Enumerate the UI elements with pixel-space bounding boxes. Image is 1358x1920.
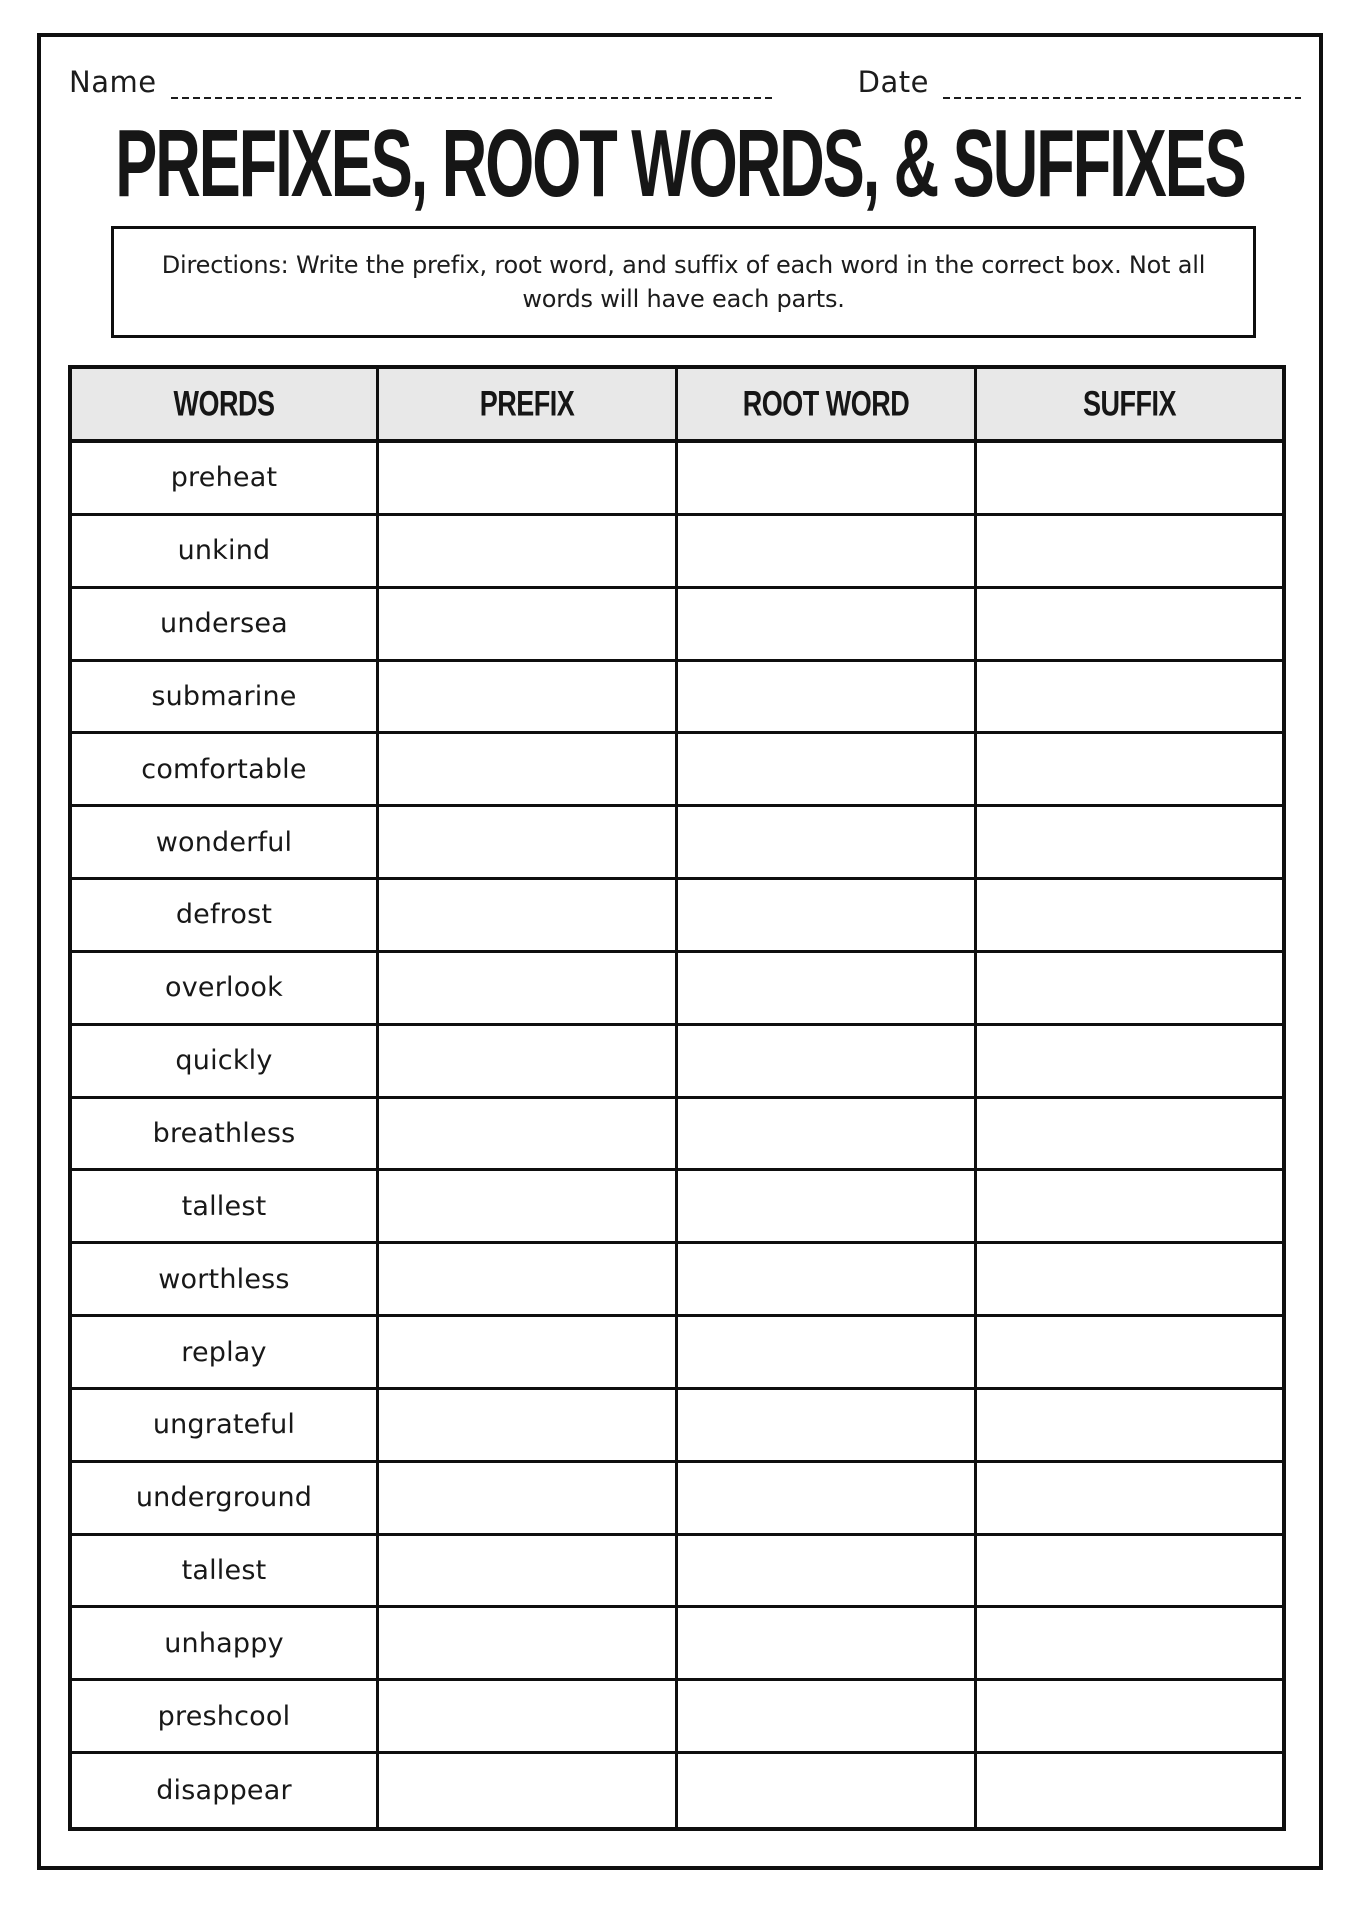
root-word-answer-cell[interactable]: [678, 807, 977, 880]
root-word-answer-cell[interactable]: [678, 734, 977, 807]
title-container: [41, 105, 1319, 223]
suffix-answer-cell[interactable]: [977, 1390, 1282, 1463]
word-cell: overlook: [72, 953, 379, 1026]
suffix-answer-cell[interactable]: [977, 734, 1282, 807]
root-word-answer-cell[interactable]: [678, 1099, 977, 1172]
name-blank-line[interactable]: [171, 85, 776, 99]
root-word-answer-cell[interactable]: [678, 880, 977, 953]
word-cell: breathless: [72, 1099, 379, 1172]
prefix-answer-cell[interactable]: [379, 1171, 678, 1244]
table-row: [72, 1390, 1282, 1463]
suffix-answer-cell[interactable]: [977, 1244, 1282, 1317]
root-word-answer-cell[interactable]: [678, 516, 977, 589]
prefix-answer-cell[interactable]: [379, 880, 678, 953]
root-word-answer-cell[interactable]: [678, 1681, 977, 1754]
prefix-answer-cell[interactable]: [379, 1608, 678, 1681]
prefix-answer-cell[interactable]: [379, 443, 678, 516]
directions-box: [111, 226, 1256, 338]
table-row: [72, 1026, 1282, 1099]
prefix-answer-cell[interactable]: [379, 1681, 678, 1754]
table-row: [72, 1608, 1282, 1681]
prefix-answer-cell[interactable]: [379, 1754, 678, 1827]
date-blank-line[interactable]: [943, 85, 1301, 99]
table-row: [72, 953, 1282, 1026]
table-row: [72, 1099, 1282, 1172]
word-cell: unhappy: [72, 1608, 379, 1681]
suffix-answer-cell[interactable]: [977, 516, 1282, 589]
suffix-answer-cell[interactable]: [977, 1463, 1282, 1536]
prefix-answer-cell[interactable]: [379, 807, 678, 880]
prefix-answer-cell[interactable]: [379, 516, 678, 589]
table-row: [72, 807, 1282, 880]
suffix-answer-cell[interactable]: [977, 443, 1282, 516]
suffix-answer-cell[interactable]: [977, 662, 1282, 735]
suffix-answer-cell[interactable]: [977, 1608, 1282, 1681]
word-cell: tallest: [72, 1171, 379, 1244]
header-suffix-label: SUFFIX: [1083, 383, 1177, 423]
prefix-answer-cell[interactable]: [379, 1244, 678, 1317]
header-cell-suffix: [977, 369, 1282, 439]
prefix-answer-cell[interactable]: [379, 662, 678, 735]
root-word-answer-cell[interactable]: [678, 1171, 977, 1244]
worksheet-table: [68, 365, 1286, 1831]
table-row: [72, 1754, 1282, 1827]
prefix-answer-cell[interactable]: [379, 1026, 678, 1099]
table-row: [72, 734, 1282, 807]
root-word-answer-cell[interactable]: [678, 1608, 977, 1681]
root-word-answer-cell[interactable]: [678, 1754, 977, 1827]
word-cell: tallest: [72, 1536, 379, 1609]
root-word-answer-cell[interactable]: [678, 1317, 977, 1390]
header-prefix-label: PREFIX: [479, 383, 575, 423]
table-row: [72, 880, 1282, 953]
page-title: PREFIXES, ROOT WORDS, & SUFFIXES: [115, 110, 1245, 218]
prefix-answer-cell[interactable]: [379, 589, 678, 662]
word-cell: submarine: [72, 662, 379, 735]
root-word-answer-cell[interactable]: [678, 662, 977, 735]
word-cell: wonderful: [72, 807, 379, 880]
suffix-answer-cell[interactable]: [977, 1536, 1282, 1609]
suffix-answer-cell[interactable]: [977, 1026, 1282, 1099]
word-cell: preheat: [72, 443, 379, 516]
prefix-answer-cell[interactable]: [379, 1463, 678, 1536]
word-cell: replay: [72, 1317, 379, 1390]
root-word-answer-cell[interactable]: [678, 589, 977, 662]
name-label: Name: [69, 65, 157, 99]
table-header-row: [72, 369, 1282, 443]
table-row: [72, 1681, 1282, 1754]
header-root-word-label: ROOT WORD: [742, 383, 910, 423]
table-row: [72, 662, 1282, 735]
root-word-answer-cell[interactable]: [678, 953, 977, 1026]
prefix-answer-cell[interactable]: [379, 1317, 678, 1390]
directions-text: Directions: Write the prefix, root word, and suffix of each word in the correct box. Not all words will have each parts.: [161, 251, 1206, 313]
root-word-answer-cell[interactable]: [678, 1463, 977, 1536]
header-words-label: WORDS: [173, 383, 275, 423]
word-cell: undersea: [72, 589, 379, 662]
worksheet-page: [37, 33, 1323, 1870]
table-row: [72, 1463, 1282, 1536]
word-cell: preshcool: [72, 1681, 379, 1754]
word-cell: comfortable: [72, 734, 379, 807]
word-cell: underground: [72, 1463, 379, 1536]
suffix-answer-cell[interactable]: [977, 1171, 1282, 1244]
word-cell: ungrateful: [72, 1390, 379, 1463]
table-row: [72, 1317, 1282, 1390]
suffix-answer-cell[interactable]: [977, 1681, 1282, 1754]
name-date-row: [69, 53, 1301, 99]
root-word-answer-cell[interactable]: [678, 1244, 977, 1317]
table-row: [72, 1171, 1282, 1244]
root-word-answer-cell[interactable]: [678, 1536, 977, 1609]
root-word-answer-cell[interactable]: [678, 1026, 977, 1099]
prefix-answer-cell[interactable]: [379, 1099, 678, 1172]
word-cell: unkind: [72, 516, 379, 589]
prefix-answer-cell[interactable]: [379, 1536, 678, 1609]
word-cell: defrost: [72, 880, 379, 953]
word-cell: worthless: [72, 1244, 379, 1317]
suffix-answer-cell[interactable]: [977, 1099, 1282, 1172]
root-word-answer-cell[interactable]: [678, 443, 977, 516]
suffix-answer-cell[interactable]: [977, 953, 1282, 1026]
word-cell: disappear: [72, 1754, 379, 1827]
suffix-answer-cell[interactable]: [977, 880, 1282, 953]
table-body: [72, 443, 1282, 1827]
suffix-answer-cell[interactable]: [977, 1754, 1282, 1827]
table-row: [72, 516, 1282, 589]
prefix-answer-cell[interactable]: [379, 953, 678, 1026]
table-row: [72, 1536, 1282, 1609]
prefix-answer-cell[interactable]: [379, 734, 678, 807]
header-cell-prefix: [379, 369, 678, 439]
date-label: Date: [857, 65, 929, 99]
word-cell: quickly: [72, 1026, 379, 1099]
suffix-answer-cell[interactable]: [977, 807, 1282, 880]
header-cell-root-word: [678, 369, 977, 439]
table-row: [72, 443, 1282, 516]
root-word-answer-cell[interactable]: [678, 1390, 977, 1463]
table-row: [72, 1244, 1282, 1317]
table-row: [72, 589, 1282, 662]
header-cell-words: [72, 369, 379, 439]
prefix-answer-cell[interactable]: [379, 1390, 678, 1463]
suffix-answer-cell[interactable]: [977, 589, 1282, 662]
suffix-answer-cell[interactable]: [977, 1317, 1282, 1390]
